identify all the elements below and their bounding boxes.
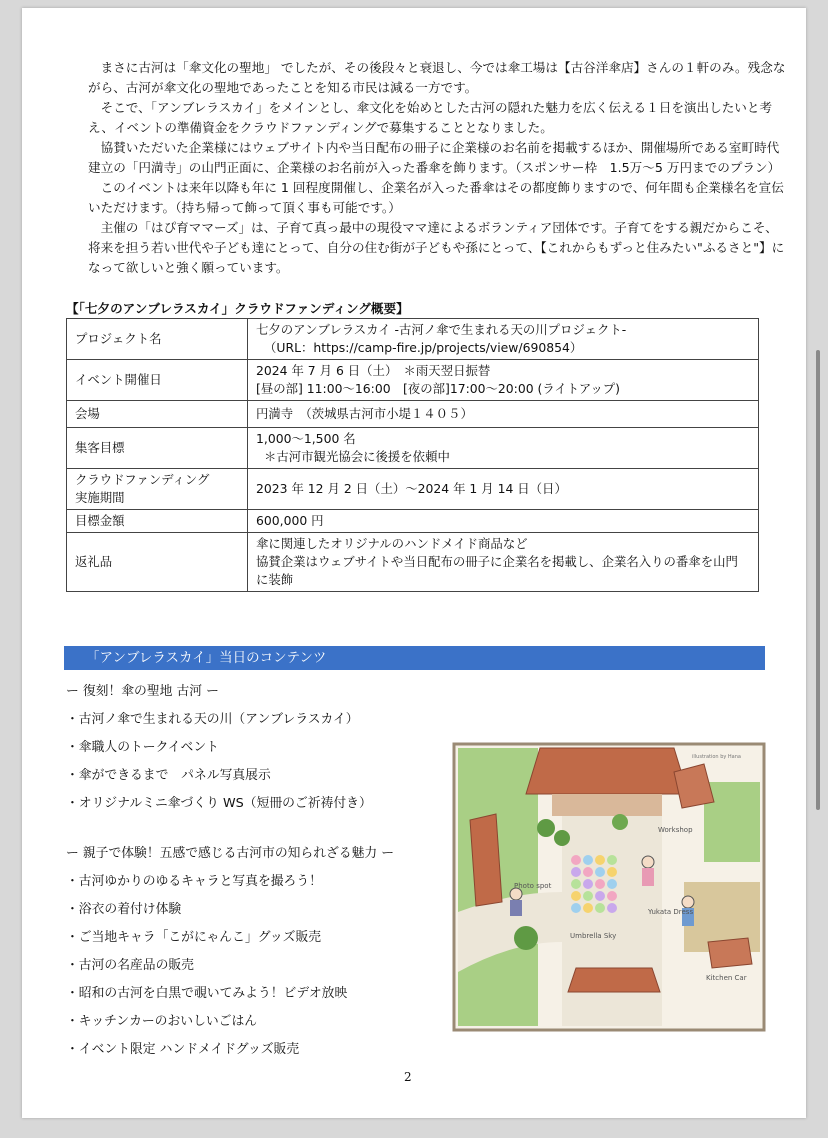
value-line: 傘に関連したオリジナルのハンドメイド商品など [256,536,528,551]
tree [537,819,555,837]
row-value [248,360,759,401]
section-heading: ー 復刻！傘の聖地 古河 ー [66,684,219,699]
contents-list [66,682,446,1068]
map-label: Kitchen Car [706,974,747,982]
value-line: （URL：https://camp-fire.jp/projects/view/690854） [264,340,583,355]
intro-paragraph: そこで、「アンブレラスカイ」をメインとし、傘文化を始めとした古河の隠れた魅力を広く伝える１日を演出したいと考え、イベントの準備資金をクラウドファンディングで募集することとなりました。 [88,100,773,135]
intro-paragraph: 主催の「はぴ育ママーズ」は、子育て真っ最中の現役ママ達によるボランティア団体です。子育てをする親だからこそ、将来を担う若い世代や子ども達にとって、自分の住む街が子どもや孫にとって、【これからもずっと住みたい"ふるさと"】になって欲しいと強く願っています。 [88,220,785,275]
value-line: 2024 年 7 月 6 日（土） ＊雨天翌日振替 [256,363,491,378]
row-label: 返礼品 [67,533,248,592]
intro-text [88,58,788,278]
intro-paragraph: まさに古河は「傘文化の聖地」 でしたが、その後段々と衰退し、今では傘工場は【古谷洋傘店】さんの１軒のみ。残念ながら、古河が傘文化の聖地であったことを知る市民は減る一方です。 [88,60,786,95]
list-item: ・傘職人のトークイベント [66,740,219,755]
side-building-roof [470,814,502,906]
map-label: Workshop [658,826,693,834]
table-row [67,401,759,428]
row-value [248,319,759,360]
list-item: ・古河ノ傘で生まれる天の川（アンブレラスカイ） [66,712,359,727]
table-row [67,469,759,510]
value-line: 七夕のアンブレラスカイ -古河ノ傘で生まれる天の川プロジェクト- [256,322,627,337]
page-number: 2 [404,1070,412,1084]
value-line: [昼の部] 11:00～16:00 [夜の部]17:00～20:00 (ライトアップ) [256,381,620,396]
section-banner: 「アンブレラスカイ」当日のコンテンツ [64,646,765,670]
row-label: プロジェクト名 [67,319,248,360]
list-item: ・古河ゆかりのゆるキャラと写真を撮ろう！ [66,874,322,889]
list-item: ・イベント限定 ハンドメイドグッズ販売 [66,1042,300,1057]
row-label: クラウドファンディング 実施期間 [67,469,248,510]
table-row [67,533,759,592]
tree [554,830,570,846]
map-label: Umbrella Sky [570,932,617,940]
scrollbar[interactable] [816,350,820,810]
list-item: ・ご当地キャラ「こがにゃんこ」グッズ販売 [66,930,322,945]
row-label: イベント開催日 [67,360,248,401]
list-item: ・昭和の古河を白黒で覗いてみよう！ビデオ放映 [66,986,348,1001]
row-value [248,401,759,428]
tree [612,814,628,830]
table-row [67,510,759,533]
temple-roof [526,748,688,794]
intro-paragraph: このイベントは来年以降も年に 1 回程度開催し、企業名が入った番傘はその都度飾りますので、何年間も企業様名を宣伝いただけます。（持ち帰って飾って頂く事も可能です。） [88,180,784,215]
value-line: 2023 年 12 月 2 日（土）～2024 年 1 月 14 日（日） [256,481,567,496]
map-label: Yukata Dress [648,908,694,916]
value-line: 協賛企業はウェブサイトや当日配布の冊子に企業名を掲載し、企業名入りの番傘を山門に装飾 [256,554,738,587]
section-heading: ー 親子で体験！五感で感じる古河市の知られざる魅力 ー [66,846,395,861]
row-value [248,469,759,510]
row-value [248,510,759,533]
table-title: 【「七夕のアンブレラスカイ」クラウドファンディング概要】 [66,301,409,316]
row-value [248,533,759,592]
value-line: ＊古河市観光協会に後援を依頼中 [264,449,450,464]
list-item: ・オリジナルミニ傘づくり WS（短冊のご祈祷付き） [66,796,372,811]
list-item: ・浴衣の着付け体験 [66,902,182,917]
illustration-signature: illustration by Hana [692,754,741,760]
row-label: 会場 [67,401,248,428]
table-row [67,319,759,360]
list-item: ・傘ができるまで パネル写真展示 [66,768,271,783]
value-line: 600,000 円 [256,513,324,528]
row-label: 目標金額 [67,510,248,533]
gate-roof [568,968,660,992]
hut-roof [708,938,752,968]
tree [514,926,538,950]
event-map-illustration [452,742,766,1032]
row-value [248,428,759,469]
list-item: ・キッチンカーのおいしいごはん [66,1014,258,1029]
value-line: 円満寺 （茨城県古河市小堤１４０５） [256,406,473,421]
table-row [67,428,759,469]
overview-table [66,318,759,592]
temple-wall [552,794,662,816]
row-label: 集客目標 [67,428,248,469]
intro-paragraph: 協賛いただいた企業様にはウェブサイト内や当日配布の冊子に企業様のお名前を掲載するほか、開催場所である室町時代建立の「円満寺」の山門正面に、企業様のお名前が入った番傘を飾ります。（スポンサー枠 1.5万～5 万円までのプラン） [88,140,781,175]
map-label: Photo spot [514,882,552,890]
table-row [67,360,759,401]
value-line: 1,000～1,500 名 [256,431,356,446]
list-item: ・古河の名産品の販売 [66,958,194,973]
